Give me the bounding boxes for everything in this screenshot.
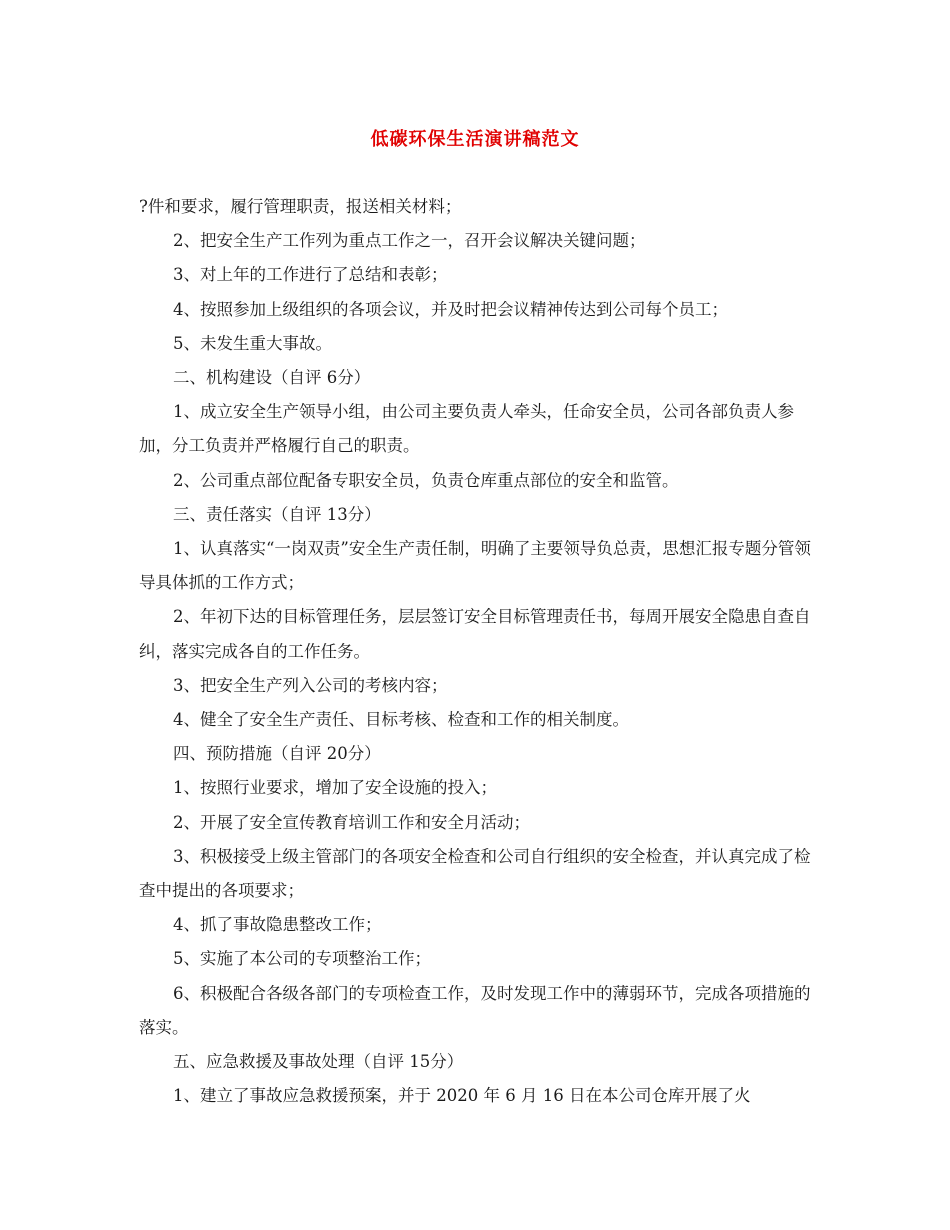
paragraph: 3、把安全生产列入公司的考核内容； xyxy=(173,675,448,695)
paragraph: 1、认真落实“一岗双责”安全生产责任制，明确了主要领导负总责，思想汇报专题分管领导具体抓的工作方式； xyxy=(139,539,811,593)
paragraph: 4、按照参加上级组织的各项会议，并及时把会议精神传达到公司每个员工； xyxy=(173,299,728,319)
paragraph: 2、把安全生产工作列为重点工作之一，召开会议解决关键问题； xyxy=(173,231,646,251)
paragraph: 2、年初下达的目标管理任务，层层签订安全目标管理责任书，每周开展安全隐患自查自纠，落实完成各自的工作任务。 xyxy=(139,607,811,661)
paragraph: 5、未发生重大事故。 xyxy=(173,333,332,353)
document-body xyxy=(139,190,814,1113)
paragraph: ?件和要求，履行管理职责，报送相关材料； xyxy=(139,197,462,216)
document-title: 低碳环保生活演讲稿范文 xyxy=(370,129,580,150)
paragraph: 1、成立安全生产领导小组，由公司主要负责人牵头，任命安全员，公司各部负责人参加，分工负责并严格履行自己的职责。 xyxy=(139,402,794,456)
paragraph: 4、抓了事故隐患整改工作； xyxy=(173,915,382,935)
paragraph: 3、积极接受上级主管部门的各项安全检查和公司自行组织的安全检查，并认真完成了检查中提出的各项要求； xyxy=(139,846,811,901)
paragraph: 2、公司重点部位配备专职安全员，负责仓库重点部位的安全和监管。 xyxy=(173,470,679,490)
section-heading: 四、预防措施（自评 20分） xyxy=(173,744,381,764)
paragraph: 1、建立了事故应急救援预案，并于 2020 年 6 月 16 日在本公司仓库开展了火 xyxy=(173,1086,751,1106)
paragraph: 4、健全了安全生产责任、目标考核、检查和工作的相关制度。 xyxy=(173,710,629,730)
section-heading: 五、应急救援及事故处理（自评 15分） xyxy=(173,1052,464,1072)
section-heading: 二、机构建设（自评 6分） xyxy=(173,368,371,388)
paragraph: 2、开展了安全宣传教育培训工作和安全月活动； xyxy=(173,812,530,832)
paragraph: 1、按照行业要求，增加了安全设施的投入； xyxy=(173,778,497,798)
paragraph: 3、对上年的工作进行了总结和表彰； xyxy=(173,265,448,285)
paragraph: 5、实施了本公司的专项整治工作； xyxy=(173,949,431,969)
paragraph: 6、积极配合各级各部门的专项检查工作，及时发现工作中的薄弱环节，完成各项措施的落实。 xyxy=(139,983,811,1037)
section-heading: 三、责任落实（自评 13分） xyxy=(173,504,381,524)
